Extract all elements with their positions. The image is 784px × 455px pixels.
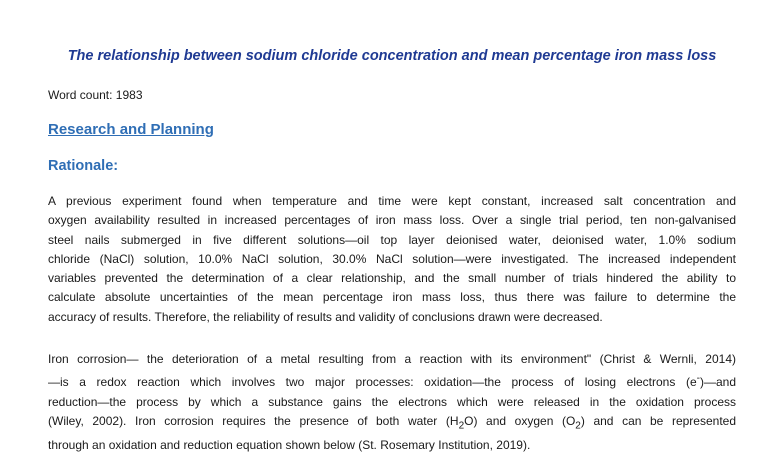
section-heading: Research and Planning [48,121,214,138]
subscript: 2 [575,420,581,432]
paragraph-line: A previous experiment found when temperature and time were kept constant, increased salt concentration and [48,194,736,208]
line-text: )—and [699,375,736,390]
word-count: Word count: 1983 [48,88,143,102]
paragraph-line: chloride (NaCl) solution, 10.0% NaCl solution, 30.0% NaCl solution—were investigated. The increased independent [48,251,736,266]
subscript: 2 [458,420,465,432]
line-text: —is a redox reaction which involves two major processes: oxidation—the process of losing electrons (e [48,375,697,390]
rationale-paragraph [48,192,736,327]
paragraph-line: oxygen availability resulted in increased percentages of iron mass loss. Over a single trial period, ten non-galvanised [48,213,736,228]
paragraph-line: Iron corrosion— the deterioration of a metal resulting from a reaction with its environment" (Christ & Wernli, 2014) [48,352,736,366]
line-text: (Wiley, 2002). Iron corrosion requires the presence of both water (H [48,413,459,428]
paragraph-line: calculate absolute uncertainties of the mean percentage iron mass loss, thus there was failure to determine the [48,290,736,305]
paragraph-line: reduction—the process by which a substance gains the electrons which were released in the oxidation process [48,394,736,409]
electron-superscript: - [696,373,700,385]
line-text: O) and oxygen (O [464,413,576,428]
paragraph-line: variables prevented the determination of a clear relationship, and the small number of trials hindered the ability to [48,271,736,286]
paragraph-line: steel nails submerged in five different solutions—oil top layer deionised water, deionised water, 1.0% sodium [48,232,736,247]
paragraph-line: accuracy of results. Therefore, the reliability of results and validity of conclusions drawn were decreased. [48,309,603,324]
document-title: The relationship between sodium chloride concentration and mean percentage iron mass loss [67,48,717,64]
paragraph-line [48,412,736,436]
line-text: ) and can be represented [580,413,736,428]
iron-corrosion-paragraph [48,350,736,455]
paragraph-line: through an oxidation and reduction equation shown below (St. Rosemary Institution, 2019). [48,437,531,452]
paragraph-line [48,369,736,392]
subsection-heading: Rationale: [48,158,119,174]
